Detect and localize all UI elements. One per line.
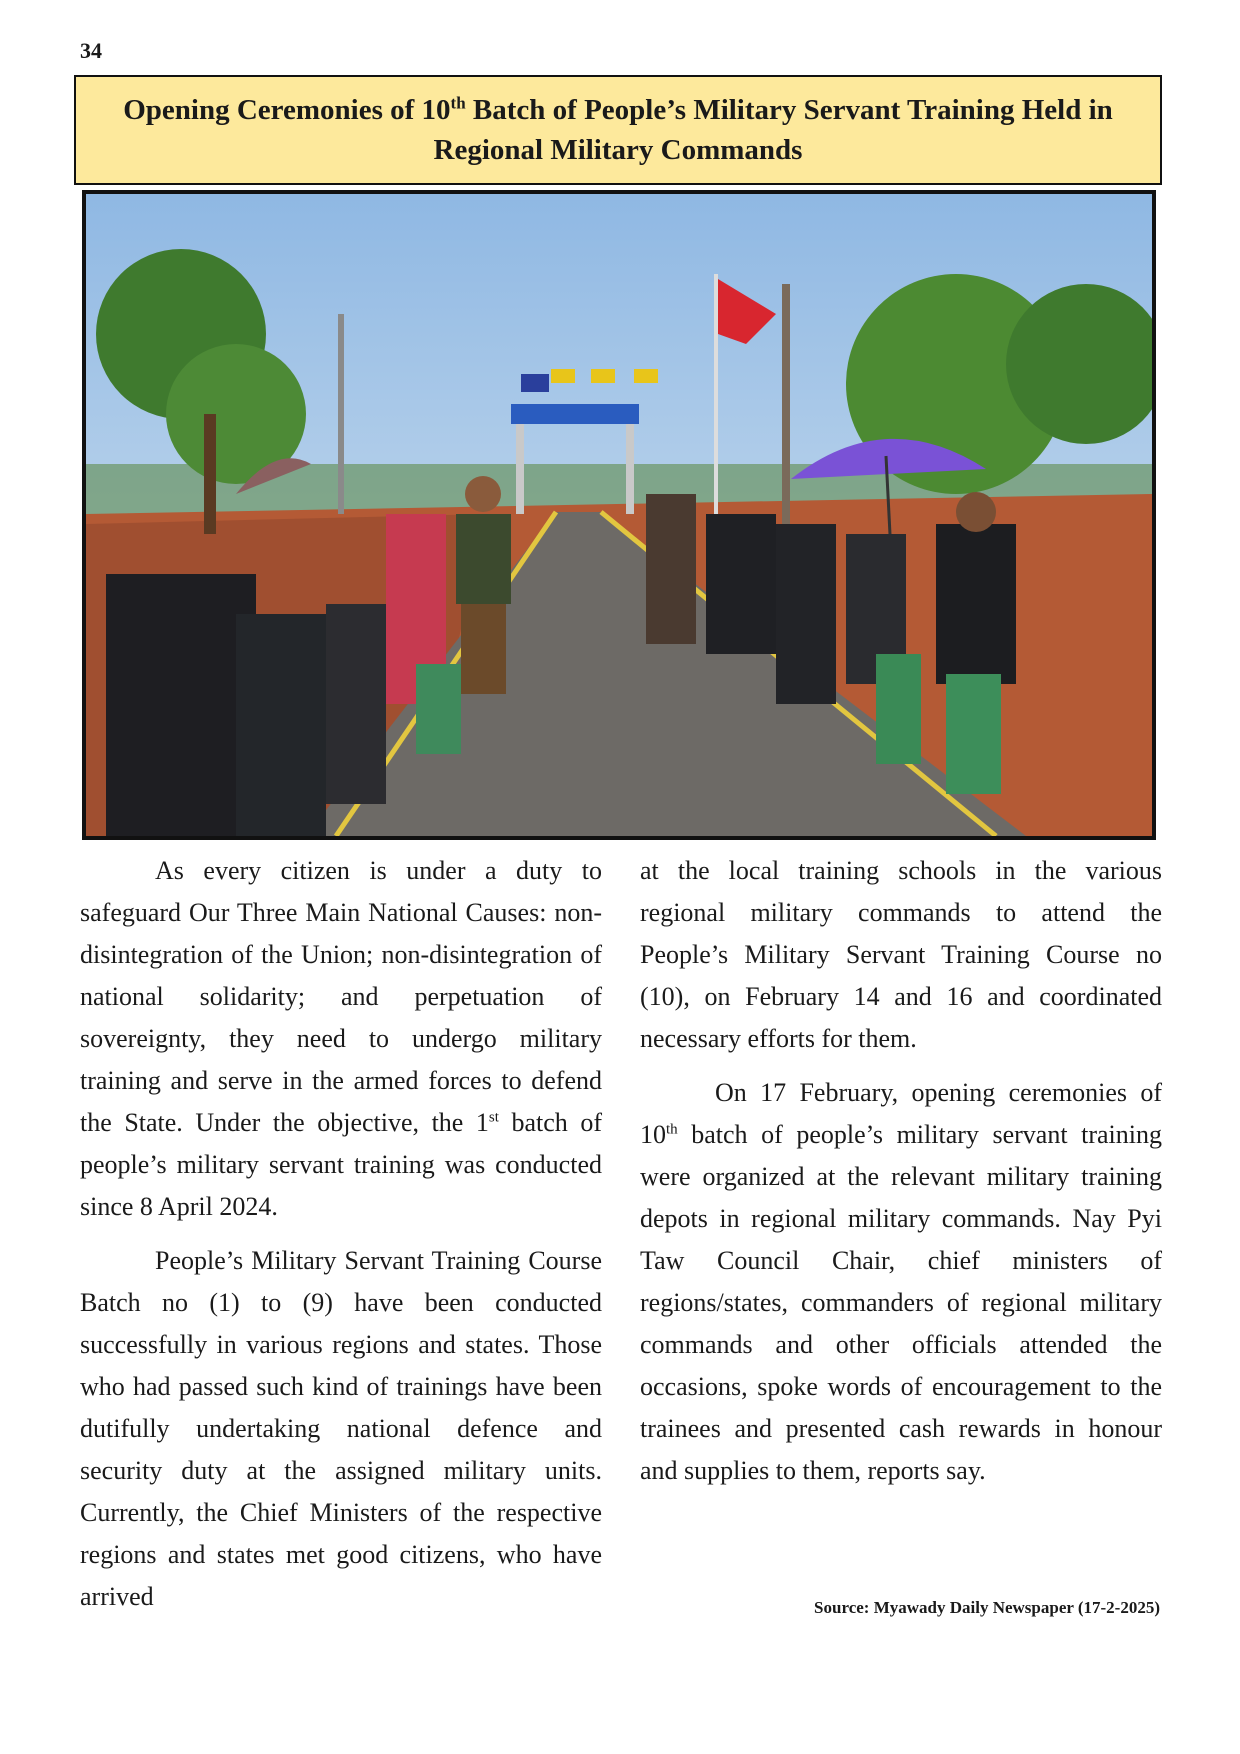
article-title: Opening Ceremonies of 10th Batch of People’s Military Servant Training Held in Regional Military Commands bbox=[123, 93, 1113, 166]
paragraph-intro: As every citizen is under a duty to safeguard Our Three Main National Causes: non-disintegration of the Union; non-disintegration of national solidarity; and perpetuation of sovereignty, they need to undergo military training and serve in the armed forces to defend the State. Under the objective, the 1st batch of people’s military servant training was conducted since 8 April 2024. bbox=[80, 856, 603, 1221]
paragraph-ceremony: On 17 February, opening ceremonies of 10th batch of people’s military servant training were organized at the relevant military training depots in regional military commands. Nay Pyi Taw Council Chair, chief ministers of regions/states, commanders of regional military commands and other officials attended the occasions, spoke words of encouragement to the trainees and presented cash rewards in honour and supplies to them, reports say. bbox=[640, 1078, 1162, 1485]
ceremony-photo bbox=[82, 190, 1156, 840]
page-number: 34 bbox=[80, 38, 102, 63]
source-credit: Source: Myawady Daily Newspaper (17-2-2025) bbox=[814, 1598, 1160, 1617]
right-column bbox=[640, 850, 1162, 1492]
paragraph-batches: People’s Military Servant Training Course Batch no (1) to (9) have been conducted successfully in various regions and states. Those who had passed such kind of trainings have been dutifully undertaking national defence and security duty at the assigned military units. Currently, the Chief Ministers of the respective regions and states met good citizens, who have arrived bbox=[80, 1246, 602, 1611]
ceremony-photo-icon bbox=[86, 194, 1152, 836]
article-title-box bbox=[74, 75, 1162, 185]
left-column bbox=[80, 850, 602, 1618]
paragraph-continuation: at the local training schools in the various regional military commands to attend the People’s Military Servant Training Course no (10), on February 14 and 16 and coordinated necessary efforts for them. bbox=[640, 856, 1162, 1053]
